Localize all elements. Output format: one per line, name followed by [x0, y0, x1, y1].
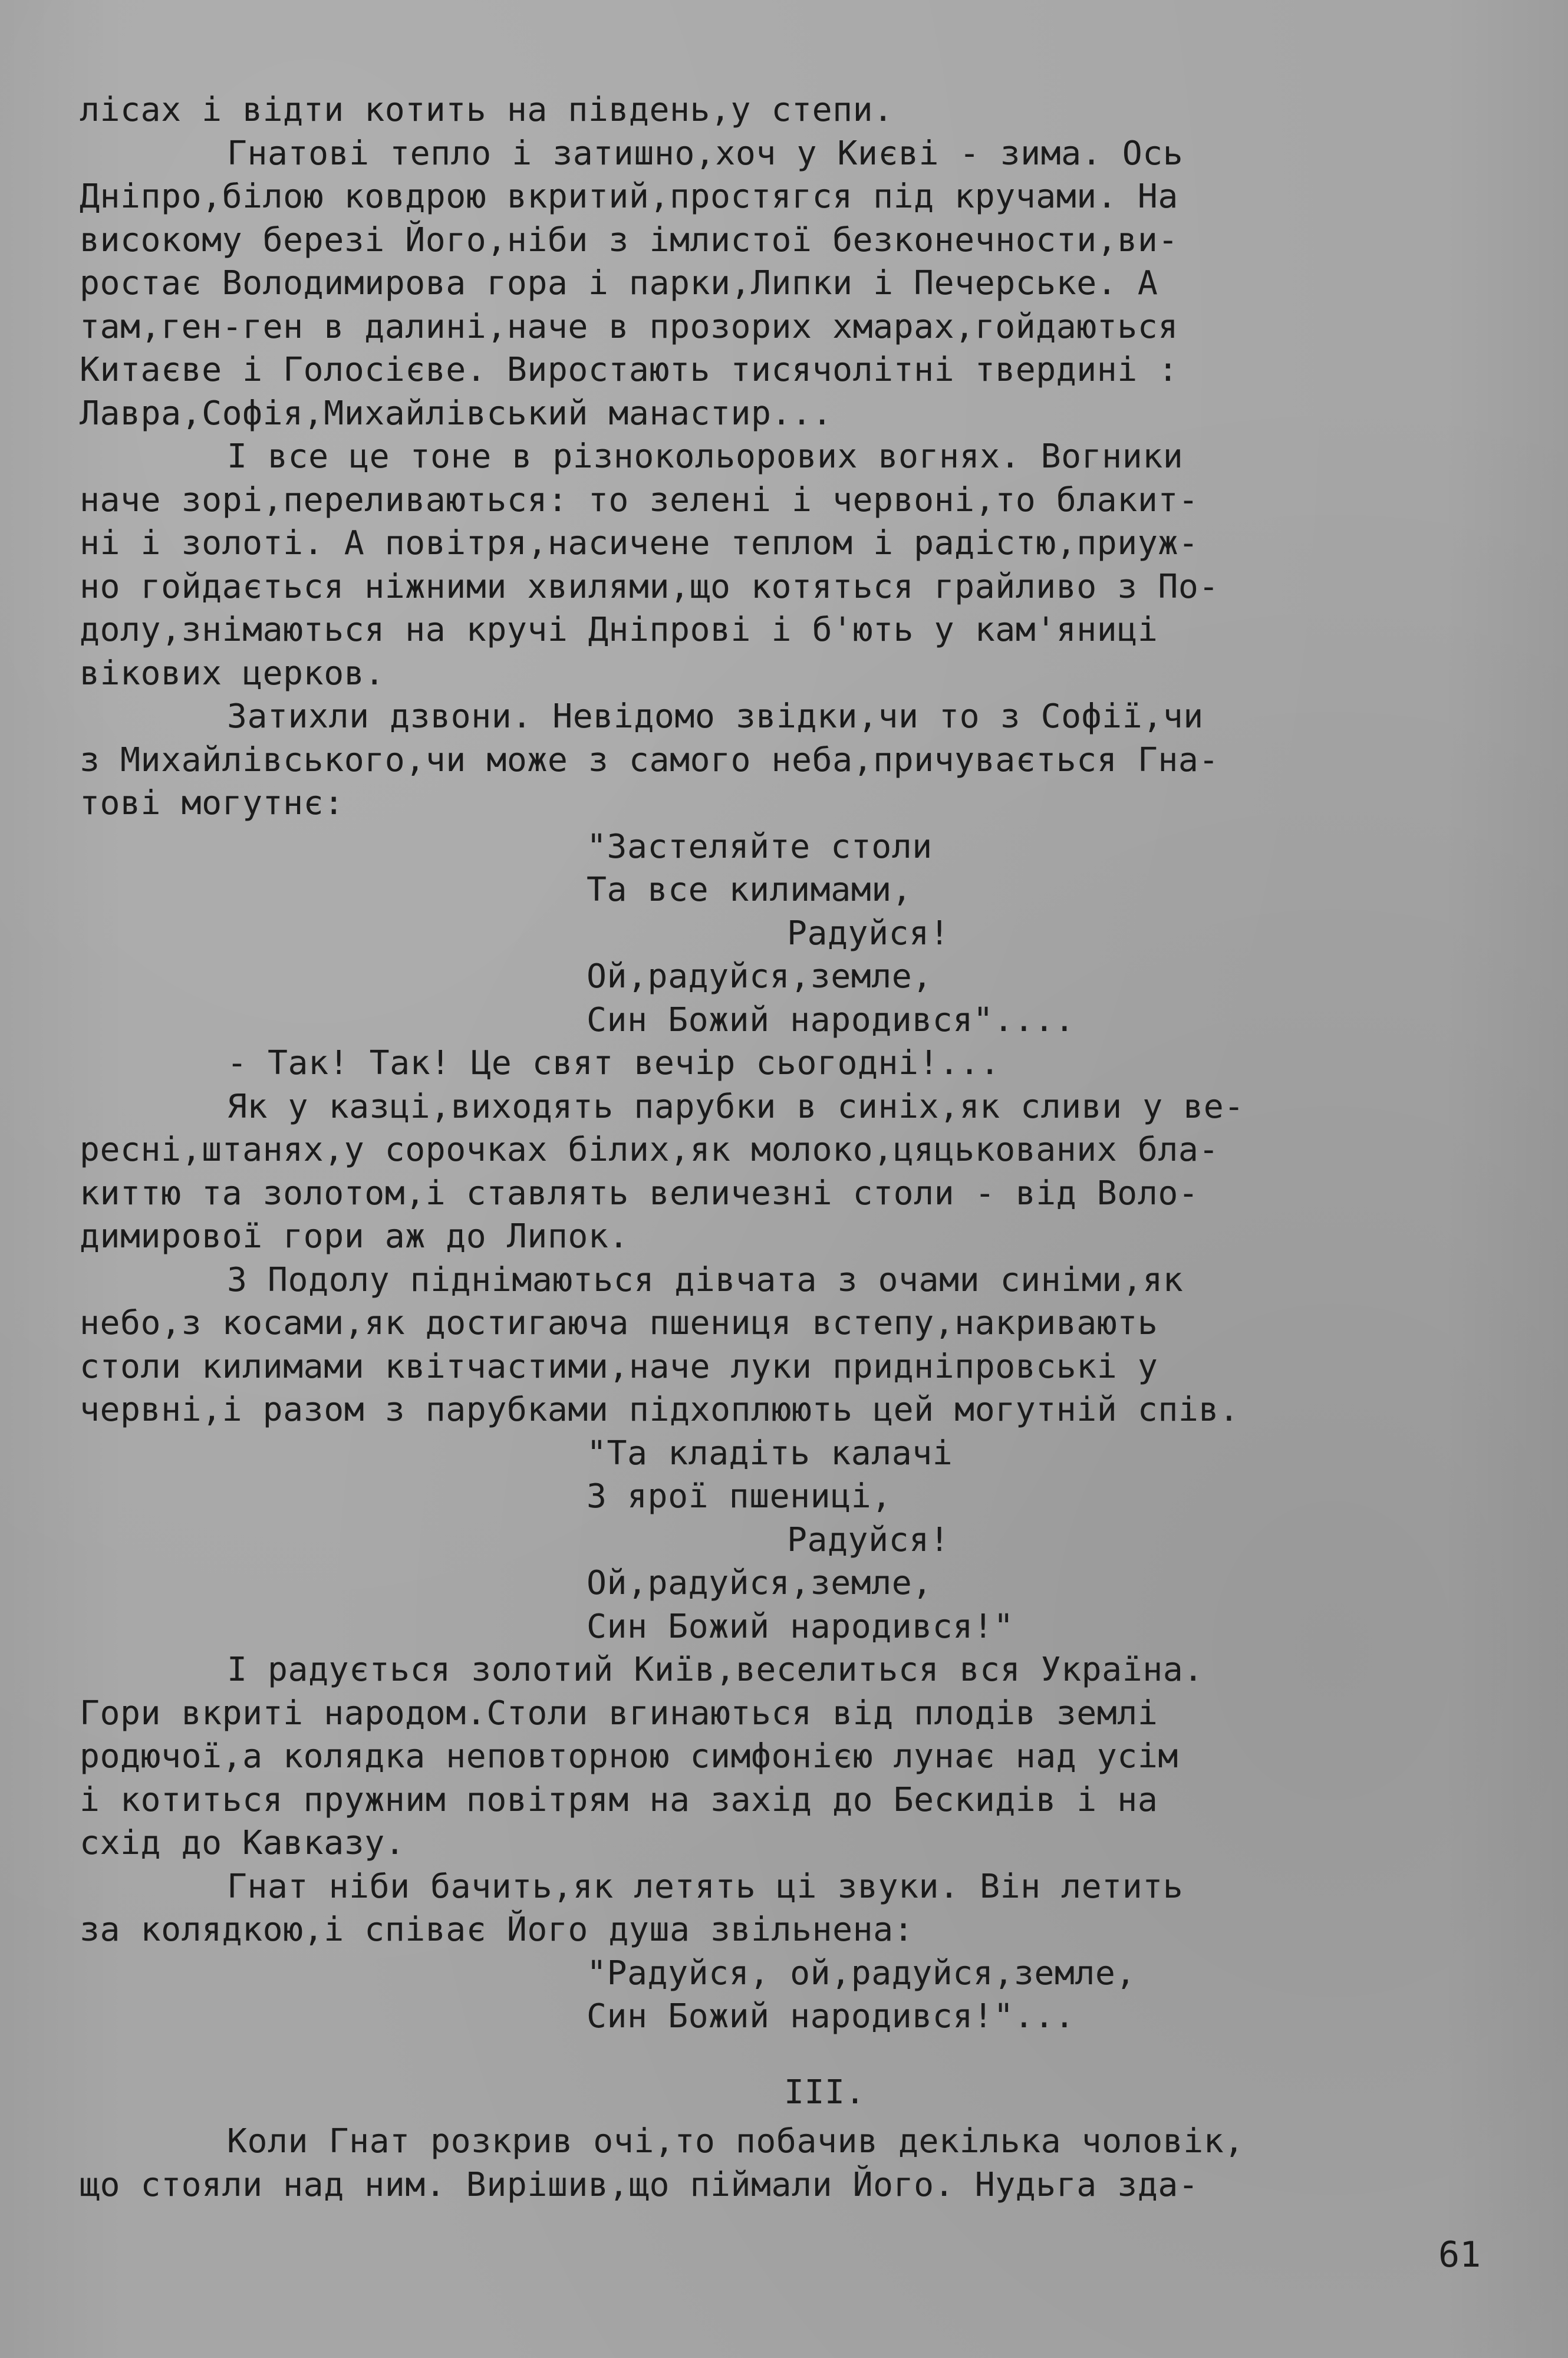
- text-line: небо,з косами,як достигаюча пшениця встепу,накривають: [80, 1304, 1158, 1342]
- carol-refrain-line: Радуйся!: [787, 914, 950, 953]
- text-line: Китаєве і Голосієве. Виростають тисячолітні твердині :: [80, 351, 1178, 389]
- paragraph-start-line: Коли Гнат розкрив очі,то побачив декілька чоловік,: [227, 2122, 1244, 2161]
- carol-verse-line: Ой,радуйся,земле,: [587, 957, 933, 996]
- text-line: ні і золоті. А повітря,насичене теплом і радістю,приуж-: [80, 524, 1199, 562]
- text-line: високому березі Його,ніби з імлистої безконечности,ви-: [80, 220, 1178, 259]
- text-line: но гойдається ніжними хвилями,що котяться грайливо з По-: [80, 567, 1219, 606]
- paragraph-start-line: З Подолу піднімаються дівчата з очами синіми,як: [227, 1260, 1184, 1299]
- carol-verse-line: З ярої пшениці,: [587, 1477, 892, 1516]
- text-line: червні,і разом з парубками підхоплюють цей могутній спів.: [80, 1391, 1240, 1429]
- text-line: вікових церков.: [80, 654, 385, 693]
- text-line: з Михайлівського,чи може з самого неба,причувається Гна-: [80, 740, 1219, 779]
- paragraph-start-line: Затихли дзвони. Невідомо звідки,чи то з Софії,чи: [227, 697, 1204, 736]
- text-line: ростає Володимирова гора і парки,Липки і Печерське. А: [80, 264, 1158, 302]
- carol-verse-line: "Та кладіть калачі: [587, 1434, 953, 1473]
- page-body-text: [80, 88, 1518, 2206]
- text-line: киттю та золотом,і ставлять величезні столи - від Воло-: [80, 1174, 1199, 1213]
- carol-verse-line: Син Божий народився"....: [587, 1000, 1075, 1039]
- text-line: родючої,а колядка неповторною симфонією лунає над усім: [80, 1737, 1178, 1776]
- paragraph-start-line: І радується золотий Київ,веселиться вся Україна.: [227, 1651, 1204, 1689]
- text-line: Лавра,Софія,Михайлівський манастир...: [80, 394, 833, 433]
- carol-verse-line: Ой,радуйся,земле,: [587, 1564, 933, 1602]
- paragraph-start-line: І все це тоне в різнокольорових вогнях. Вогники: [227, 437, 1184, 476]
- text-line: димирової гори аж до Липок.: [80, 1217, 629, 1256]
- carol-verse-line: Та все килимами,: [587, 871, 913, 909]
- text-line: ресні,штанях,у сорочках білих,як молоко,цяцькованих бла-: [80, 1131, 1219, 1169]
- text-line: там,ген-ген в далині,наче в прозорих хмарах,гойдаються: [80, 307, 1178, 346]
- text-line: наче зорі,переливаються: то зелені і червоні,то блакит-: [80, 480, 1199, 519]
- text-line: долу,знімаються на кручі Дніпрові і б'ють у кам'яниці: [80, 611, 1158, 649]
- text-line: за колядкою,і співає Його душа звільнена:: [80, 1911, 914, 1949]
- text-line: Гори вкриті народом.Столи вгинаються від плодів землі: [80, 1694, 1158, 1733]
- carol-verse-line: "Застеляйте столи: [587, 827, 933, 866]
- paragraph-start-line: Як у казці,виходять парубки в синіх,як сливи у ве-: [227, 1087, 1244, 1126]
- paragraph-start-line: Гнат ніби бачить,як летять ці звуки. Він летить: [227, 1867, 1184, 1906]
- paragraph-start-line: Гнатові тепло і затишно,хоч у Києві - зима. Ось: [227, 134, 1184, 173]
- text-line: що стояли над ним. Вирішив,що піймали Його. Нудьга зда-: [80, 2165, 1199, 2204]
- carol-verse-line: "Радуйся, ой,радуйся,земле,: [587, 1954, 1136, 1993]
- text-line: Дніпро,білою ковдрою вкритий,простягся під кручами. На: [80, 177, 1178, 216]
- paragraph-start-line: - Так! Так! Це свят вечір сьогодні!...: [227, 1044, 1000, 1082]
- text-line: схід до Кавказу.: [80, 1824, 406, 1862]
- text-line: столи килимами квітчастими,наче луки придніпровські у: [80, 1347, 1158, 1386]
- text-line: і котиться пружним повітрям на захід до Бескидів і на: [80, 1780, 1158, 1819]
- chapter-heading: III.: [784, 2073, 866, 2112]
- carol-refrain-line: Радуйся!: [787, 1520, 950, 1559]
- text-line: лісах і відти котить на південь,у степи.: [80, 91, 894, 129]
- text-line: тові могутнє:: [80, 784, 344, 822]
- carol-verse-line: Син Божий народився!": [587, 1607, 1014, 1646]
- carol-verse-line: Син Божий народився!"...: [587, 1997, 1075, 2036]
- page-number: 61: [1438, 2234, 1481, 2275]
